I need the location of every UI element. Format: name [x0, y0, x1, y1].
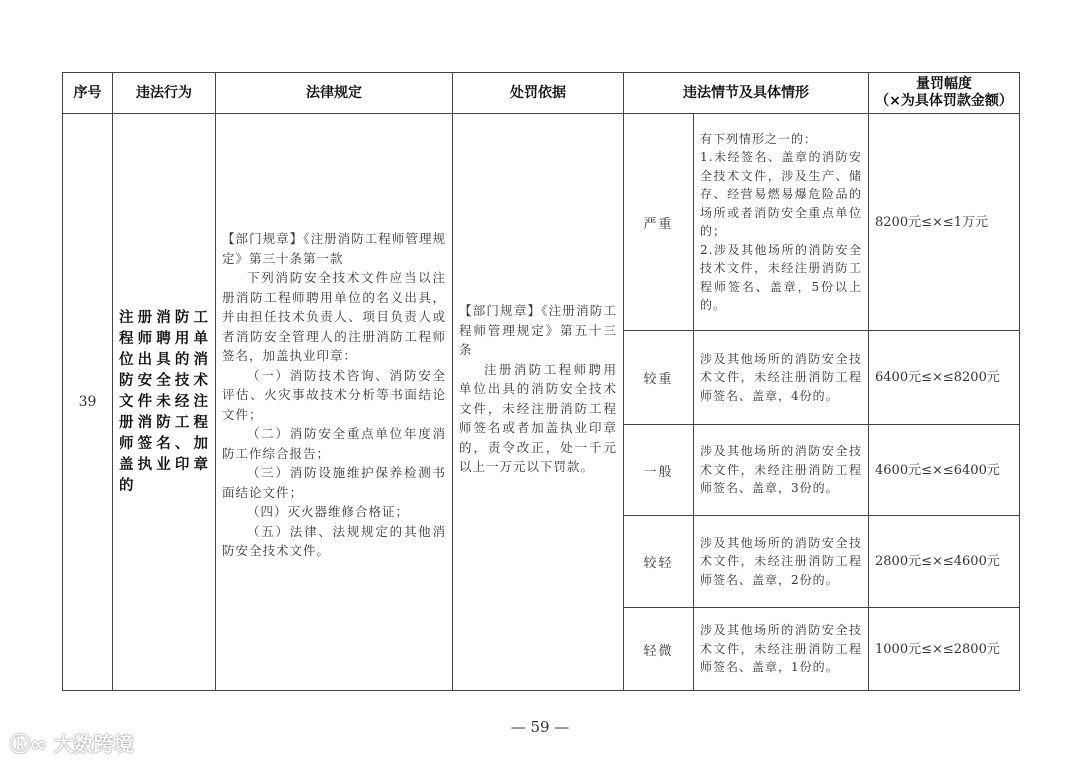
header-law: 法律规定: [215, 72, 453, 114]
law-item: （二）消防安全重点单位年度消防工作综合报告；: [222, 426, 446, 461]
header-circumstance: 违法情节及具体情形: [623, 72, 869, 114]
header-no: 序号: [62, 72, 113, 114]
detail-line: 有下列情形之一的：: [700, 131, 818, 146]
header-range: [868, 72, 1020, 114]
basis-source: 【部门规章】《注册消防工程师管理规定》第五十三条: [459, 303, 617, 357]
watermark-logo: ⓚ∞ 大数跨境: [10, 732, 134, 756]
severity-level: 轻微: [623, 607, 694, 691]
penalty-basis: [452, 113, 624, 691]
page-number: — 59 —: [510, 718, 570, 736]
detail-line: 1.未经签名、盖章的消防安全技术文件，涉及生产、储存、经营易燃易爆危险品的场所或者消防安全重点单位的；: [700, 150, 862, 238]
fine-range: 1000元≤×≤2800元: [868, 607, 1020, 691]
detail-line: 涉及其他场所的消防安全技术文件，未经注册消防工程师签名、盖章，3份的。: [700, 444, 862, 496]
severity-detail: [693, 424, 869, 516]
detail-line: 涉及其他场所的消防安全技术文件，未经注册消防工程师签名、盖章，4份的。: [700, 351, 862, 403]
severity-detail: [693, 607, 869, 691]
fine-range: 8200元≤×≤1万元: [868, 113, 1020, 331]
basis-text: 注册消防工程师聘用单位出具的消防安全技术文件，未经注册消防工程师签名或者加盖执业印章的，责令改正，处一千元以上一万元以下罚款。: [459, 361, 617, 474]
fine-range: 2800元≤×≤4600元: [868, 515, 1020, 608]
law-item: （三）消防设施维护保养检测书面结论文件；: [222, 465, 446, 500]
law-source: 【部门规章】《注册消防工程师管理规定》第三十条第一款: [222, 231, 446, 266]
header-act: 违法行为: [112, 72, 216, 114]
header-range-title: 量罚幅度: [916, 76, 972, 92]
detail-line: 涉及其他场所的消防安全技术文件，未经注册消防工程师签名、盖章，1份的。: [700, 623, 862, 675]
severity-detail: [693, 515, 869, 608]
violation-act: 注册消防工程师聘用单位出具的消防安全技术文件未经注册消防工程师签名、加盖执业印章的: [112, 113, 216, 691]
fine-range: 6400元≤×≤8200元: [868, 330, 1020, 425]
severity-detail: [693, 330, 869, 425]
detail-line: 2.涉及其他场所的消防安全技术文件，未经注册消防工程师签名、盖章，5份以上的。: [700, 242, 862, 312]
detail-line: 涉及其他场所的消防安全技术文件，未经注册消防工程师签名、盖章，2份的。: [700, 535, 862, 587]
header-basis: 处罚依据: [452, 72, 624, 114]
severity-detail: [693, 113, 869, 331]
severity-level: 较重: [623, 330, 694, 425]
severity-level: 较轻: [623, 515, 694, 608]
law-item: （四）灭火器维修合格证；: [247, 504, 410, 519]
law-text: 下列消防安全技术文件应当以注册消防工程师聘用单位的名义出具，并由担任技术负责人、项目负责人或者消防安全管理人的注册消防工程师签名，加盖执业印章：: [222, 270, 446, 363]
law-item: （一）消防技术咨询、消防安全评估、火灾事故技术分析等书面结论文件；: [222, 367, 446, 422]
fine-range: 4600元≤×≤6400元: [868, 424, 1020, 516]
law-provision: [215, 113, 453, 691]
severity-level: 严重: [623, 113, 694, 331]
law-item: （五）法律、法规规定的其他消防安全技术文件。: [222, 523, 446, 558]
row-number: 39: [62, 113, 113, 691]
severity-level: 一般: [623, 424, 694, 516]
header-range-note: （×为具体罚款金额）: [875, 93, 1013, 109]
